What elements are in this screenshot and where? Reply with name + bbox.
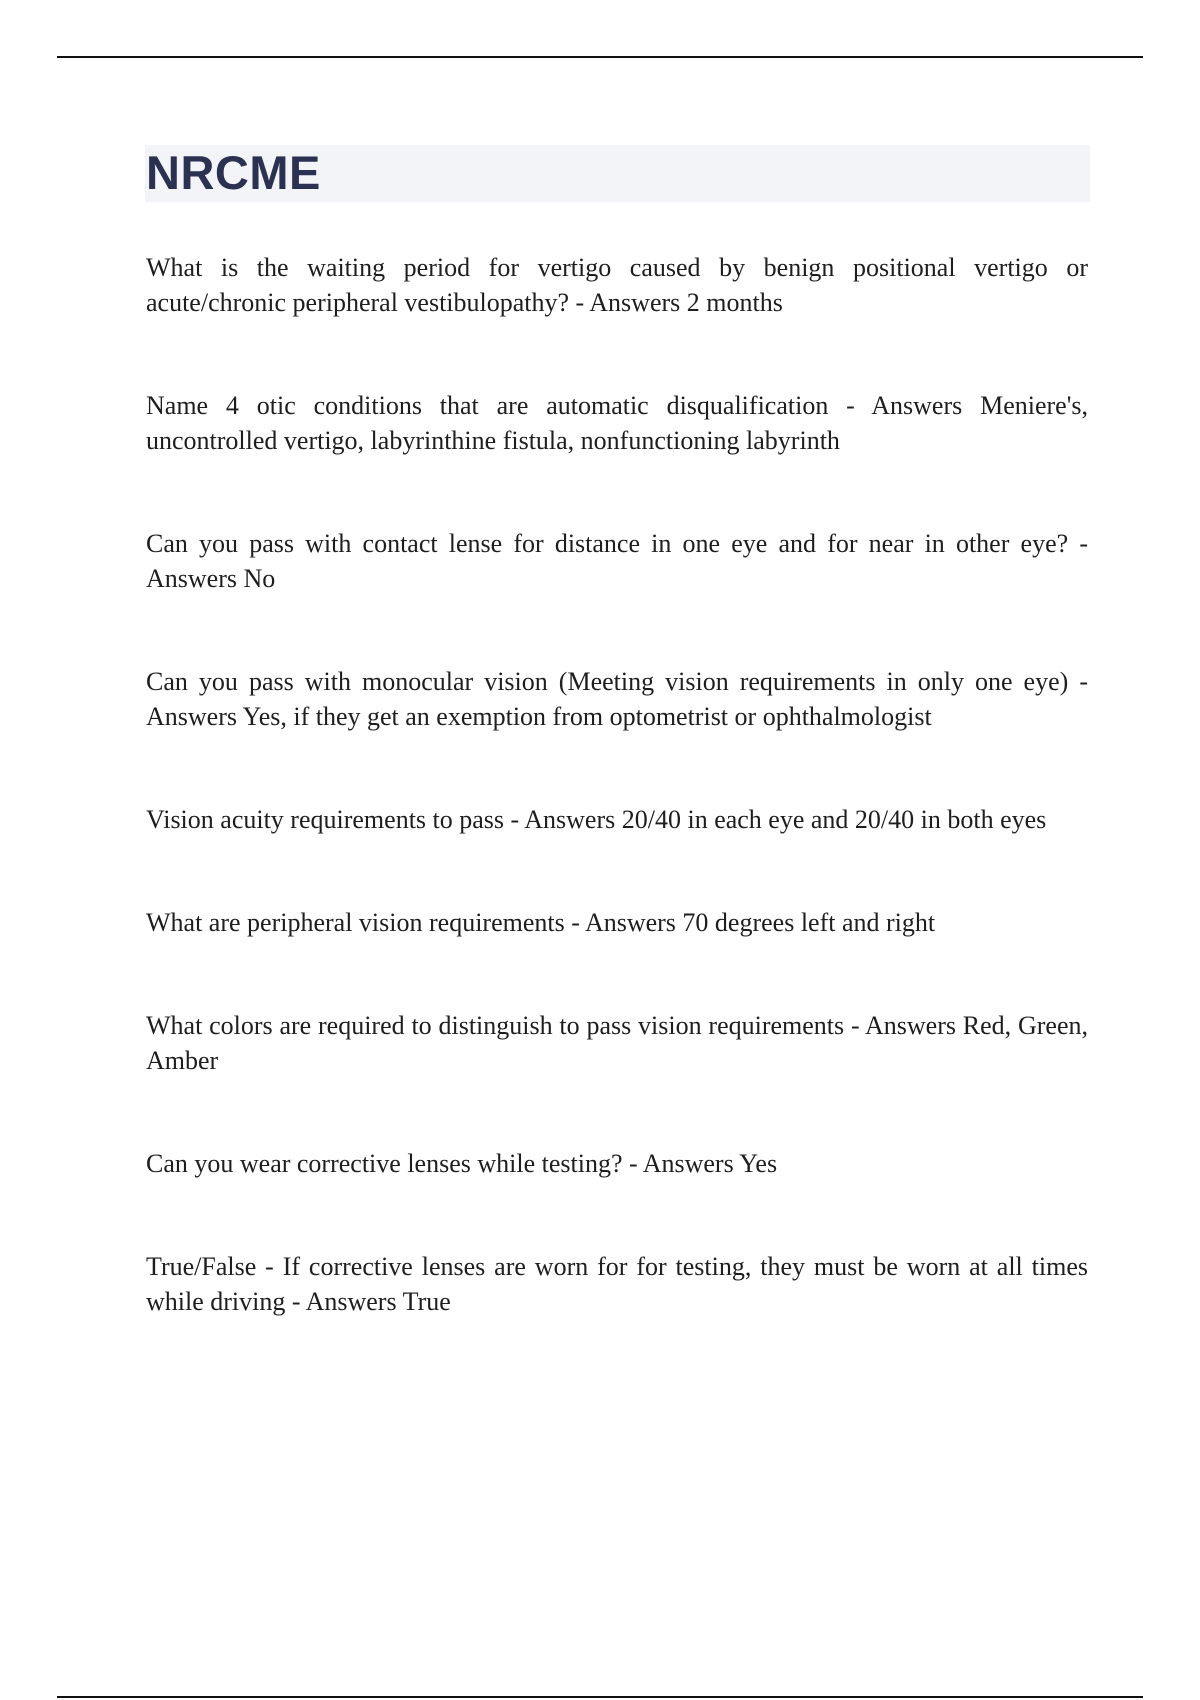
qa-item-corrective-lenses-testing: Can you wear corrective lenses while testing? - Answers Yes (146, 1149, 778, 1178)
qa-item-monocular-vision: Can you pass with monocular vision (Meeting vision requirements in only one eye) - Answers Yes, if they get an exemption from optometrist or ophthalmologist (146, 667, 1088, 731)
qa-item-color-requirements: What colors are required to distinguish to pass vision requirements - Answers Red, Green, Amber (146, 1011, 1088, 1075)
qa-item-vision-acuity: Vision acuity requirements to pass - Answers 20/40 in each eye and 20/40 in both eyes (146, 805, 1047, 834)
qa-item-contact-lense: Can you pass with contact lense for distance in one eye and for near in other eye? - Answers No (146, 529, 1088, 593)
page-title: NRCME (146, 146, 321, 199)
header-rule (57, 56, 1143, 58)
qa-item-corrective-lenses-driving: True/False - If corrective lenses are worn for for testing, they must be worn at all times while driving - Answers True (146, 1252, 1088, 1316)
qa-list (146, 250, 1088, 1387)
qa-item-otic-disqualification: Name 4 otic conditions that are automatic disqualification - Answers Meniere's, uncontrolled vertigo, labyrinthine fistula, nonfunctioning labyrinth (146, 391, 1088, 455)
qa-item-vertigo-waiting-period: What is the waiting period for vertigo caused by benign positional vertigo or acute/chronic peripheral vestibulopathy? - Answers 2 months (146, 253, 1088, 317)
qa-item-peripheral-vision: What are peripheral vision requirements - Answers 70 degrees left and right (146, 908, 936, 937)
footer-rule (57, 1696, 1143, 1698)
